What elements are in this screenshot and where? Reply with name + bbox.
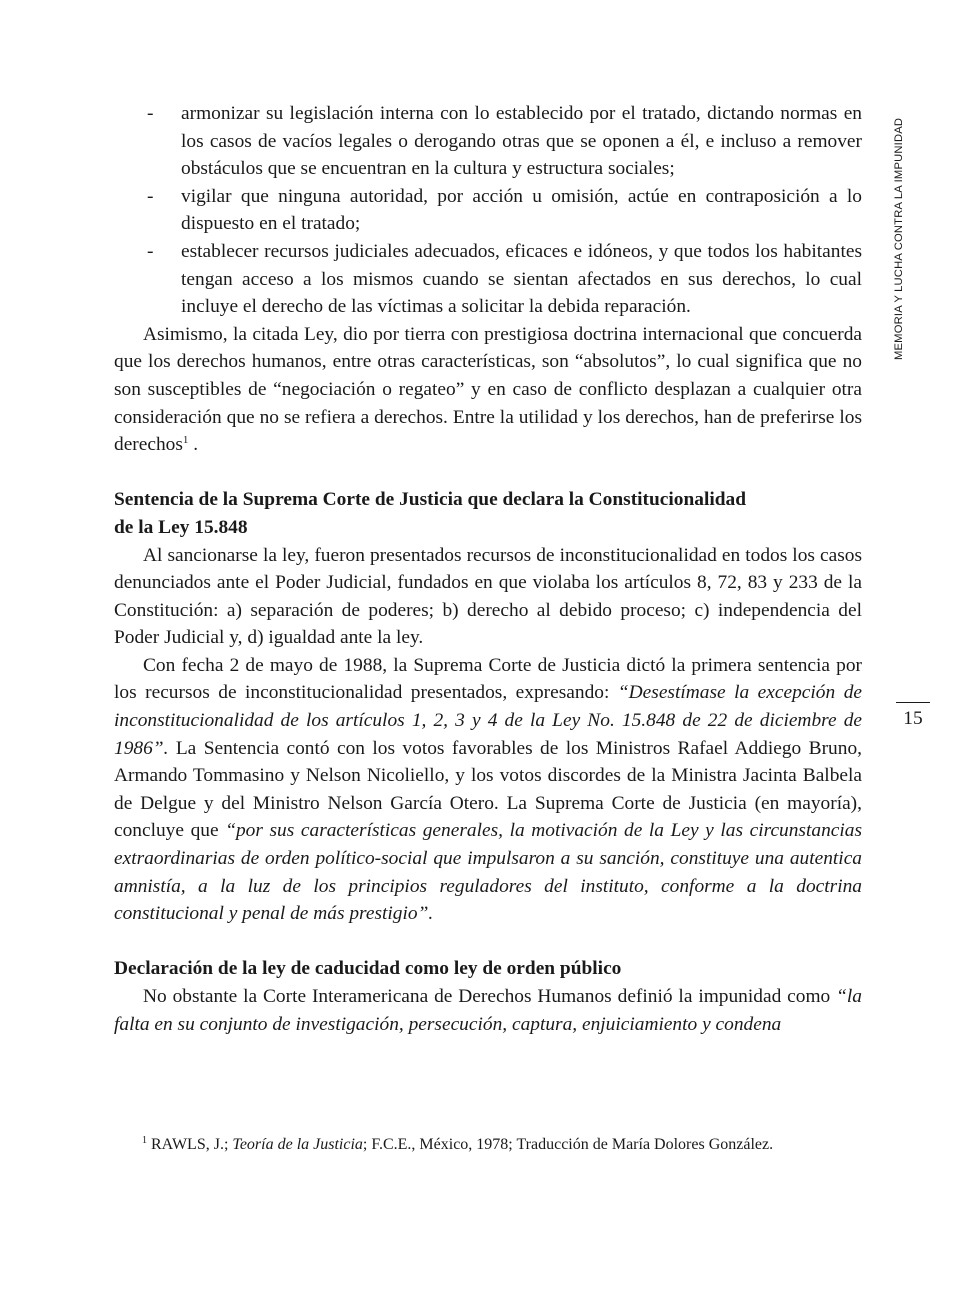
section-heading-declaracion: Declaración de la ley de caducidad como ley de orden público [114, 958, 622, 980]
paragraph-end: . [188, 434, 199, 456]
list-item-text: armonizar su legislación interna con lo establecido por el tratado, dictando normas en los casos de vacíos legales o derogando otras que se oponen a él, e incluso a remover obstáculos que se encuentran en la cultura y estructura sociales; [181, 103, 862, 180]
list-item [114, 100, 862, 183]
list-item-text: vigilar que ninguna autoridad, por acción u omisión, actúe en contraposición a lo dispuesto en el tratado; [181, 185, 862, 235]
paragraph-text: La Sentencia contó con los votos favorables de los Ministros Rafael Addiego Bruno, Armando Tommasino y Nelson Nicoliello, y los votos discordes de la Ministra Jacinta Balbela de Delgue y del Ministro Nelson García Otero. La Suprema Corte de Justicia (en mayoría), concluye que [114, 737, 862, 842]
heading-line: Sentencia de la Suprema Corte de Justicia que declara la Constitucionalidad [114, 489, 747, 511]
list-item [114, 238, 862, 321]
running-head-vertical: MEMORIA Y LUCHA CONTRA LA IMPUNIDAD [893, 117, 905, 360]
quote-impunidad: “la falta en su conjunto de investigación, persecución, captura, enjuiciamiento y condena [114, 986, 862, 1035]
section-heading-sentencia [114, 486, 862, 541]
paragraph-asimismo [114, 321, 862, 459]
list-bullet: - [147, 240, 154, 262]
spacer [114, 928, 862, 956]
footnote-number: 1 [142, 1135, 147, 1146]
footnote-author: RAWLS, J.; [151, 1136, 233, 1153]
list-bullet: - [147, 103, 154, 124]
footnote-details: ; F.C.E., México, 1978; Traducción de María Dolores González. [362, 1136, 774, 1153]
quote-desestimase: “Desestímase la excepción de inconstitucionalidad de los artículos 1, 2, 3 y 4 de la Ley No. 15.848 de 22 de diciembre de 1986”. [114, 682, 862, 759]
paragraph-no-obstante [114, 983, 862, 1038]
quote-amnistia: “por sus características generales, la motivación de la Ley y las circunstancias extraordinarias de orden político-social que impulsaron a su sanción, constituye una autentica amnistía, a la luz de los principios reguladores del instituto, conforme a la doctrina constitucional y penal de más prestigio”. [114, 820, 862, 925]
paragraph-text: Con fecha 2 de mayo de 1988, la Suprema Corte de Justicia dictó la primera sentencia por los recursos de inconstitucionalidad presentados, expresando: [114, 654, 862, 704]
list-item [114, 183, 862, 238]
list-bullet: - [147, 185, 154, 207]
footnote [142, 1134, 862, 1156]
paragraph-text: No obstante la Corte Interamericana de Derechos Humanos definió la impunidad como [143, 986, 837, 1007]
paragraph-text: Asimismo, la citada Ley, dio por tierra con prestigiosa doctrina internacional que concuerda que los derechos humanos, entre otras características, son “absolutos”, lo cual significa que no son susceptibles de “negociación o regateo” y en caso de conflicto desplazan a cualquier otra consideración que no se refiera a derechos. Entre la utilidad y los derechos, han de preferirse los derechos [114, 323, 862, 456]
obligations-list [114, 100, 862, 321]
heading-line: de la Ley 15.848 [114, 516, 248, 538]
body-text [114, 100, 862, 1038]
page-number-rule [896, 702, 930, 703]
paragraph-sancionarse: Al sancionarse la ley, fueron presentados recursos de inconstitucionalidad en todos los casos denunciados ante el Poder Judicial, fundados en que violaba los artículos 8, 72, 83 y 233 de la Constitución: a) separación de poderes; b) derecho al debido proceso; c) independencia del Poder Judicial y, d) igualdad ante la ley. [114, 544, 862, 649]
footnote-title: Teoría de la Justicia [232, 1136, 363, 1153]
page-number: 15 [903, 708, 923, 729]
spacer [114, 459, 862, 487]
footnote-reference[interactable]: 1 [182, 434, 189, 447]
list-item-text: establecer recursos judiciales adecuados, eficaces e idóneos, y que todos los habitantes tengan acceso a los mismos cuando se sientan afectados en sus derechos, lo cual incluye el derecho de las víctimas a solicitar la debida reparación. [181, 240, 862, 318]
paragraph-con-fecha [114, 652, 862, 928]
